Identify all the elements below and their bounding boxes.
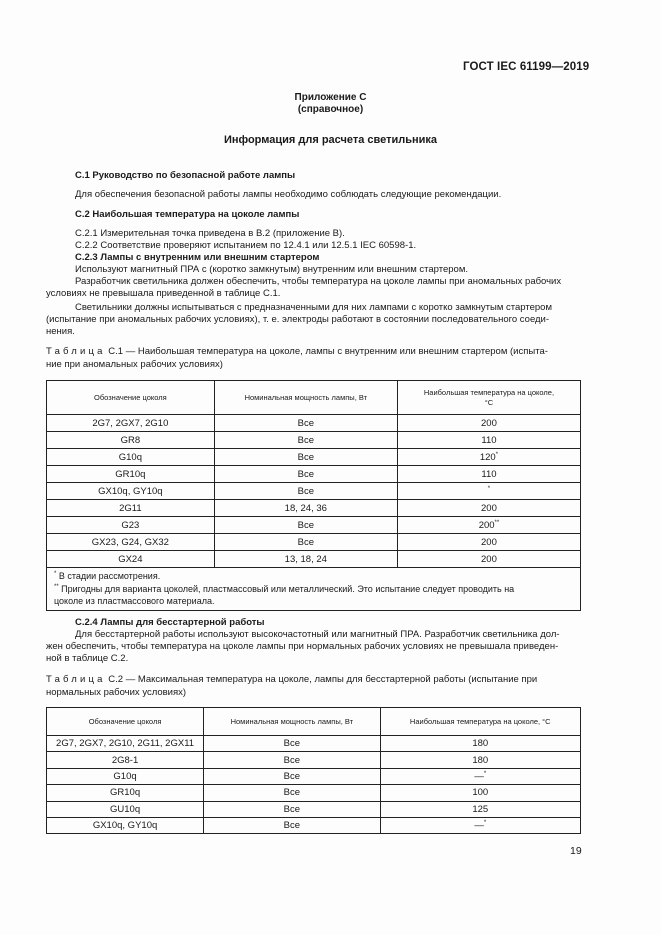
table2-cell-power: Все [204,785,380,801]
table2-cell-temp [380,785,580,801]
section-c23-heading: С.2.3 Лампы с внутренним или внешним стартером [75,252,320,263]
section-c24-line3: ной в таблице С.2. [46,653,129,664]
table1-caption-line1: С.1 — Наибольшая температура на цоколе, лампы с внутренним или внешним стартером (испыта- [105,346,548,357]
table2-temp-mark: * [483,770,487,777]
table1-cell-base: G10q [47,449,215,466]
table2-cell-temp [380,817,580,833]
table1-cell-base: GR10q [47,466,215,483]
section-c23-p3-line2: (испытание при аномальных рабочих условиях), т. е. электроды работают в состоянии последовательного соеди- [46,314,550,325]
table1-cell-power: Все [214,466,397,483]
table1-cell-base: GR8 [47,432,215,449]
appendix-label: Приложение С [294,92,367,103]
table1-cell-temp [397,500,580,517]
table2-cell-base: G10q [47,768,204,784]
table1-cell-power: Все [214,534,397,551]
table1-note2-mark: ** [54,583,59,590]
table2-temp-value: 180 [472,754,489,766]
table2-cell-power: Все [204,801,380,817]
table1-notes [47,568,581,611]
table2-header-base: Обозначение цоколя [47,708,204,736]
table1-temp-value: 110 [481,468,497,480]
table1-cell-power: Все [214,432,397,449]
table1-cell-temp [397,432,580,449]
table2-caption [46,674,581,699]
table2-temp-mark: * [483,819,487,826]
appendix-heading [0,92,661,116]
table1-temp-value: 200 [481,502,497,514]
table2-cell-temp [380,768,580,784]
table-row [47,736,581,752]
table2-caption-line1: С.2 — Максимальная температура на цоколе, лампы для бесстартерной работы (испытание при [105,674,538,685]
table1-caption-line2: ние при аномальных рабочих условиях) [46,358,223,370]
table2-temp-value: 100 [472,787,489,799]
appendix-type: (справочное) [297,104,364,115]
table1-cell-temp [397,415,580,432]
table1-cell-power: Все [214,449,397,466]
section-c22-text: С.2.2 Соответствие проверяют испытанием по 12.4.1 или 12.5.1 IEC 60598-1. [75,240,417,251]
table1-cell-power: 13, 18, 24 [214,551,397,568]
table-row [47,551,581,568]
table2-caption-word: Таблица [46,674,106,685]
table2-header-temp: Наибольшая температура на цоколе, °С [380,708,580,736]
table1-cell-temp [397,517,580,534]
table1-header-temp-line2: °С [484,397,494,407]
table1-temp-mark: ** [494,519,500,526]
table-row [47,432,581,449]
table1-temp-value: 200 [481,553,497,565]
table2-cell-temp [380,801,580,817]
table1-cell-power: Все [214,517,397,534]
table1-caption-word: Таблица [46,346,106,357]
table-row [47,768,581,784]
table1-cell-temp [397,483,580,500]
table-c1 [46,380,581,611]
table2-cell-temp [380,752,580,768]
table-row [47,517,581,534]
section-c1-text: Для обеспечения безопасной работы лампы необходимо соблюдать следующие рекомендации. [75,189,502,200]
table-row [47,466,581,483]
table1-note1-mark: * [54,571,57,577]
table2-temp-value: 125 [472,803,489,815]
table1-header-temp-line1: Наибольшая температура на цоколе, [423,387,555,397]
table1-header-base: Обозначение цоколя [47,381,215,415]
table1-temp-value: 120 [479,451,496,463]
table1-caption [46,346,581,371]
table-row [47,500,581,517]
table2-caption-line2: нормальных рабочих условиях) [46,686,187,698]
table1-temp-mark: * [495,451,499,458]
table1-cell-base: GX10q, GY10q [47,483,215,500]
table1-note2-line1: Пригодны для варианта цоколей, пластмассовый или металлический. Это испытание следует проводить на [58,583,515,594]
table1-header-temp [397,381,580,415]
table2-temp-value: — [474,820,484,832]
table1-cell-base: GX23, G24, GX32 [47,534,215,551]
table-row [47,534,581,551]
section-c23-p1: Используют магнитный ПРА с (коротко замкнутым) внутренним или внешним стартером. [75,264,469,275]
table2-cell-temp [380,736,580,752]
table1-cell-temp [397,466,580,483]
table2-cell-base: 2G7, 2GX7, 2G10, 2G11, 2GX11 [47,736,204,752]
table1-cell-temp [397,551,580,568]
table2-cell-power: Все [204,768,380,784]
table2-cell-base: GU10q [47,801,204,817]
section-c23-p2-line1: Разработчик светильника должен обеспечить, чтобы температура на цоколе лампы при аномальных рабочих [75,276,562,287]
table2-cell-base: GR10q [47,785,204,801]
table1-cell-power: 18, 24, 36 [214,500,397,517]
table1-header-row [47,381,581,415]
table2-cell-base: 2G8-1 [47,752,204,768]
standard-header: ГОСТ IEC 61199—2019 [463,61,590,73]
section-c23-p3-line3: нения. [46,326,75,337]
table1-temp-value: 200 [481,536,497,548]
table2-cell-power: Все [204,752,380,768]
section-c24-line2: жен обеспечить, чтобы температура на цоколе лампы при нормальных рабочих условиях не превышала приведен- [46,641,559,652]
page-number: 19 [570,845,582,857]
table2-header-row [47,708,581,736]
table1-note1 [54,570,576,583]
table-c2 [46,707,581,834]
table2-temp-value: 180 [472,738,489,750]
table1-temp-mark: * [487,485,491,492]
table1-note1-text: В стадии рассмотрения. [56,571,161,581]
table1-cell-temp [397,534,580,551]
table1-cell-base: G23 [47,517,215,534]
table-row [47,785,581,801]
section-c1-heading: С.1 Руководство по безопасной работе лампы [75,170,296,181]
table-row [47,415,581,432]
table1-cell-base: 2G7, 2GX7, 2G10 [47,415,215,432]
table2-cell-power: Все [204,736,380,752]
table1-temp-value: 200 [478,519,495,531]
table1-cell-power: Все [214,415,397,432]
table1-cell-power: Все [214,483,397,500]
table-row [47,817,581,833]
table-row [47,449,581,466]
table1-cell-temp [397,449,580,466]
table-row [47,801,581,817]
table1-header-power: Номинальная мощность лампы, Вт [214,381,397,415]
section-c23-p3-line1: Светильники должны испытываться с предназначенными для них лампами с коротко замкнутым стартером [75,302,552,313]
table1-cell-base: 2G11 [47,500,215,517]
table-row [47,752,581,768]
table1-temp-value: 200 [481,417,497,429]
table-row [47,483,581,500]
page-title: Информация для расчета светильника [223,134,438,146]
table1-note2-line2: цоколе из пластмассового материала. [54,596,215,606]
table1-cell-base: GX24 [47,551,215,568]
table2-temp-value: — [474,770,484,782]
table2-cell-power: Все [204,817,380,833]
section-c24-line1: Для бесстартерной работы используют высокочастотный или магнитный ПРА. Разработчик светильника дол- [75,629,560,640]
section-c23-p2-line2: условиях не превышала приведенной в таблице С.1. [46,288,281,299]
table1-notes-row [47,568,581,611]
table1-note2 [54,583,576,596]
section-c2-heading: С.2 Наибольшая температура на цоколе лампы [75,209,300,220]
table2-cell-base: GX10q, GY10q [47,817,204,833]
table1-temp-value: 110 [481,434,497,446]
section-c21-text: С.2.1 Измерительная точка приведена в В.2 (приложение В). [75,228,345,239]
section-c24-heading: С.2.4 Лампы для бесстартерной работы [75,617,265,628]
table2-header-power: Номинальная мощность лампы, Вт [204,708,380,736]
